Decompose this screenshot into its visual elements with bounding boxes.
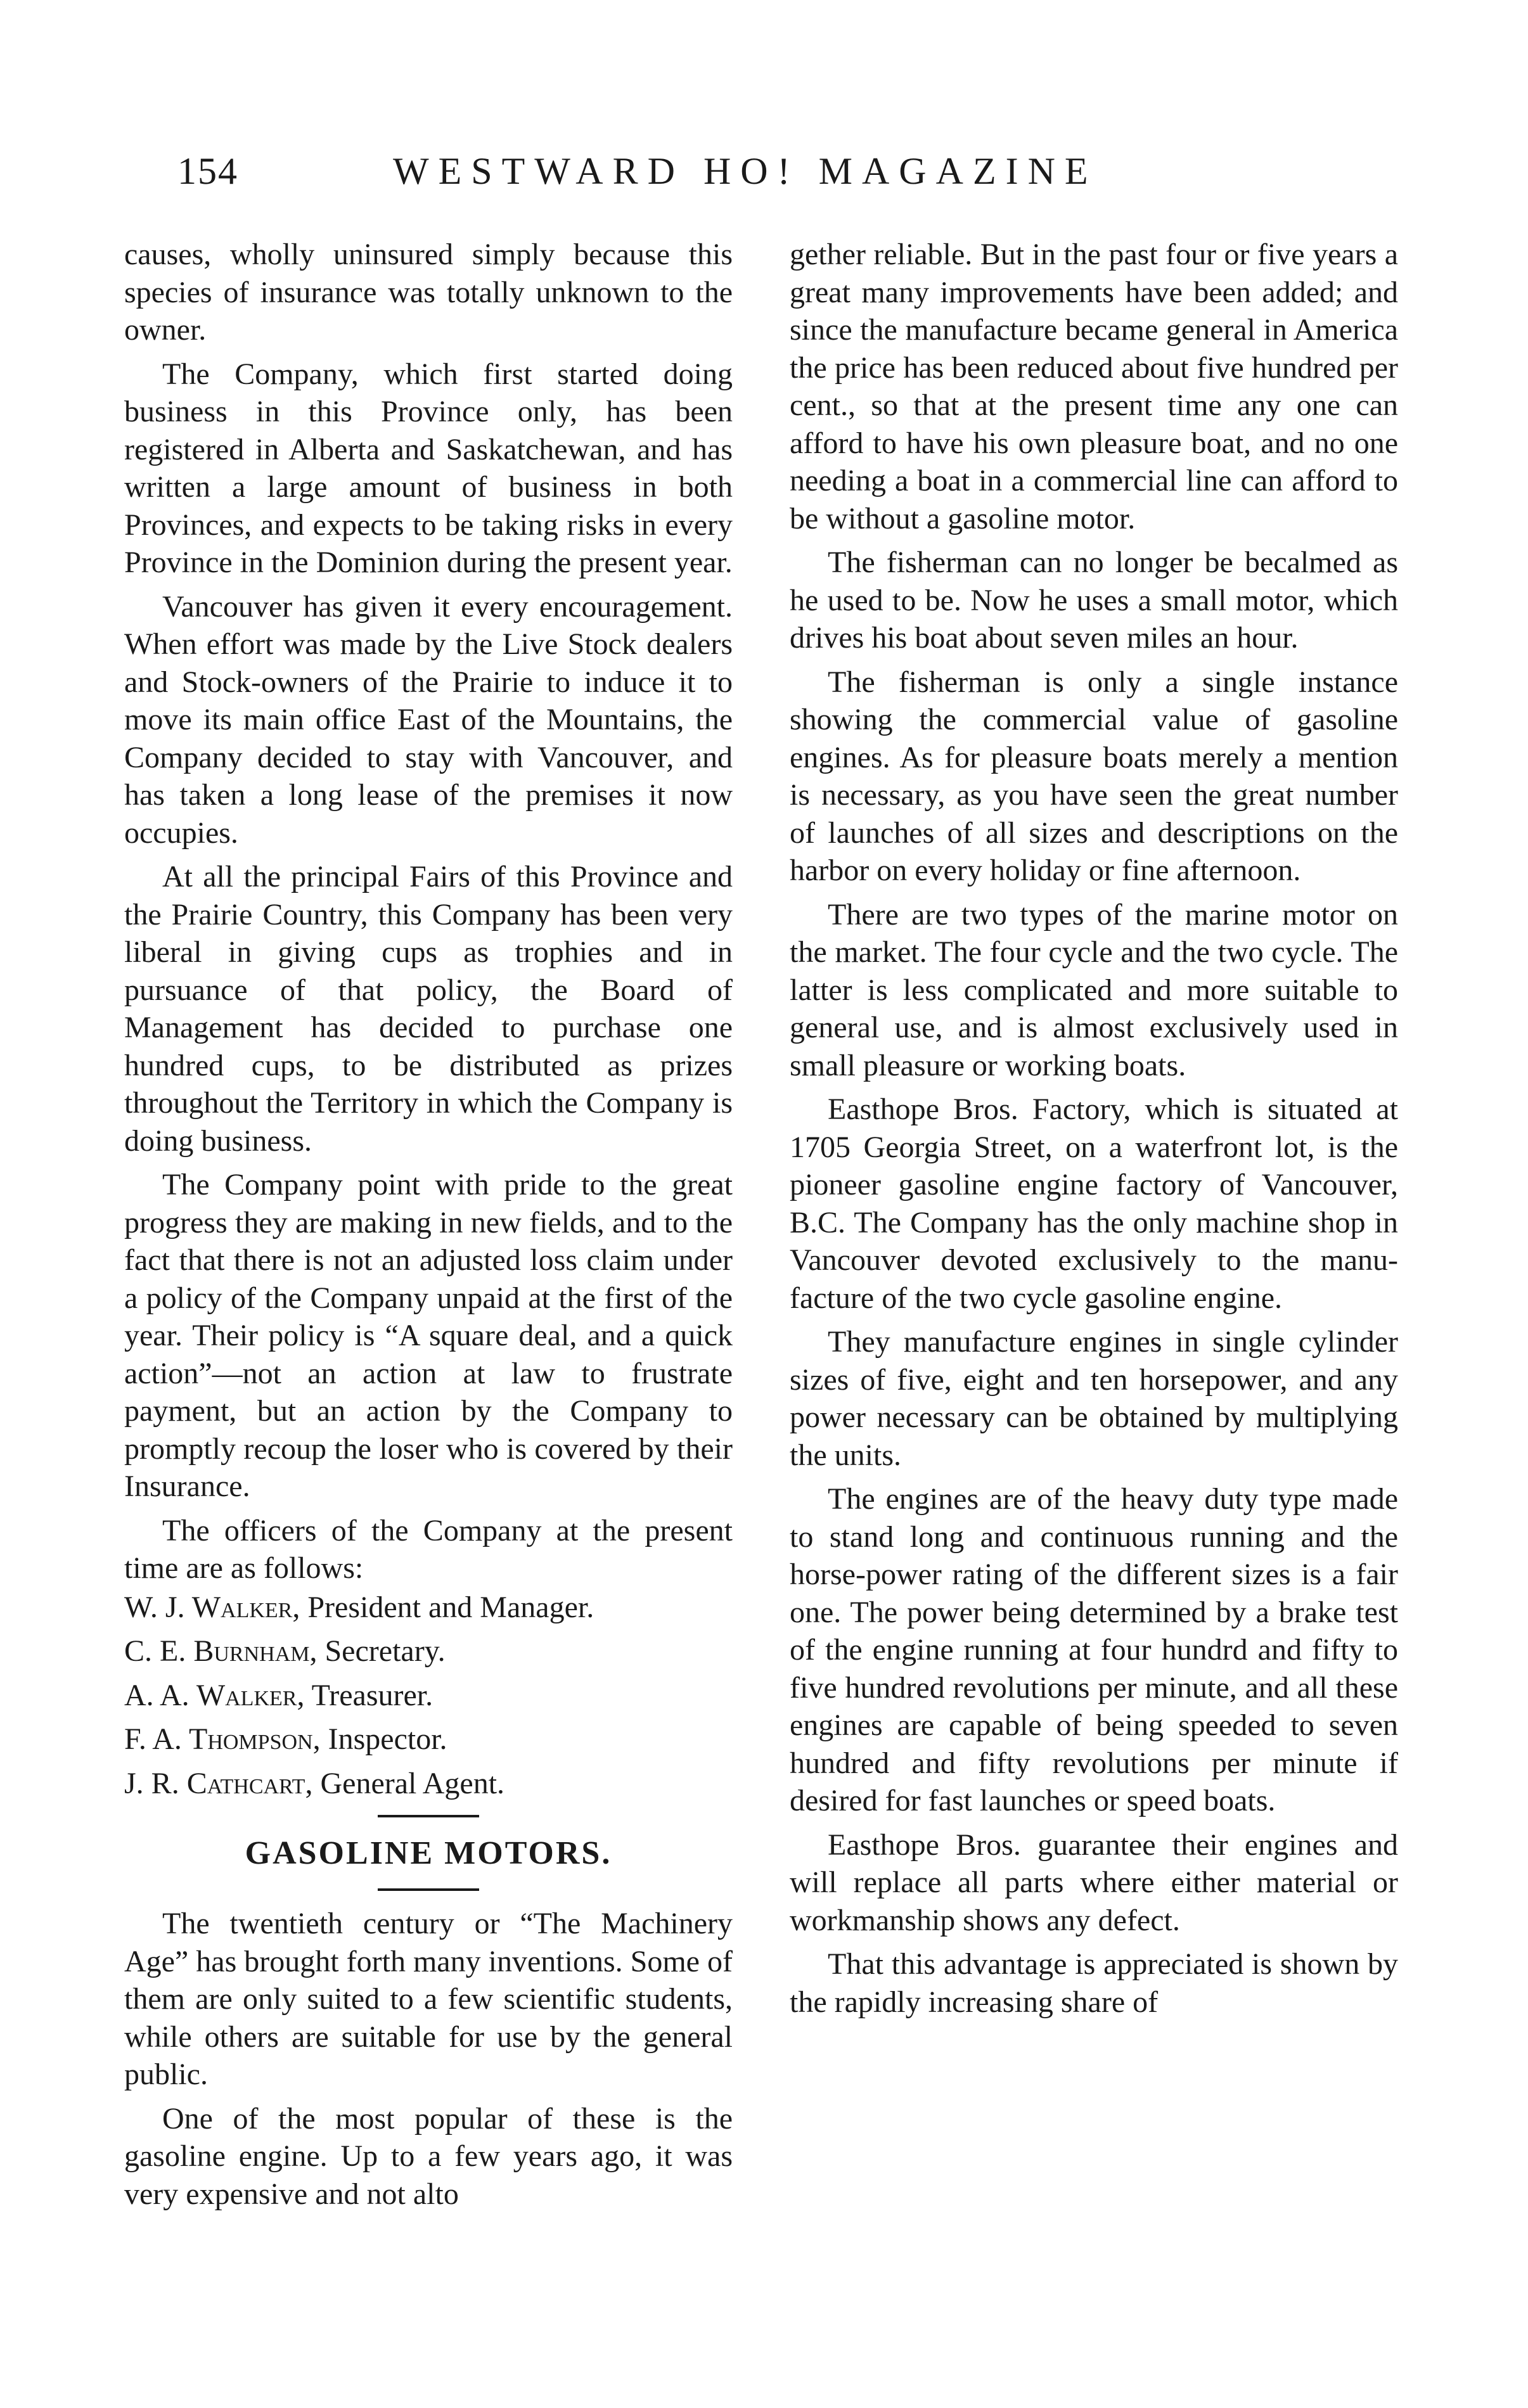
section-divider-bottom bbox=[378, 1888, 479, 1891]
officer-name: J. R. Cathcart, bbox=[124, 1766, 313, 1800]
officer-entry bbox=[124, 1720, 733, 1758]
paragraph: causes, wholly uninsured simply because this species of insurance was totally unknown to the owner. bbox=[124, 238, 733, 347]
paragraph: gether reliable. But in the past four or five years a great many improvements have been added; and since the manufacture became general in America the price has been reduced about five hundred per cent., so that at the present time any one can afford to have his own pleasure boat, and no one needing a boat in a commercial line can afford to be without a gasoline motor. bbox=[790, 238, 1398, 535]
page-number: 154 bbox=[177, 150, 238, 192]
officer-entry bbox=[124, 1632, 733, 1670]
officer-role: Inspector. bbox=[320, 1722, 447, 1756]
paragraph: The officers of the Company at the present time are as follows: bbox=[124, 1513, 733, 1585]
officer-name: F. A. Thompson, bbox=[124, 1722, 321, 1756]
running-title: WESTWARD HO! MAGAZINE bbox=[393, 150, 1098, 192]
paragraph: The twentieth century or “The Machinery Age” has brought forth many inventions. Some of them are only suited to a few scientific students, while others are suitable for use by the general public. bbox=[124, 1907, 733, 2091]
paragraph: One of the most popular of these is the gasoline engine. Up to a few years ago, it was very expensive and not alto bbox=[124, 2101, 733, 2211]
paragraph: Easthope Bros. guarantee their engines and will replace all parts where either material or workmanship shows any defect. bbox=[790, 1828, 1398, 1937]
left-column bbox=[124, 236, 733, 2219]
officer-name: C. E. Burnham, bbox=[124, 1634, 318, 1668]
page-header bbox=[0, 150, 1528, 200]
paragraph: The fisherman is only a single instance showing the commercial value of gasoline engines. As for pleasure boats merely a mention is necessary, as you have seen the great number of launches of all sizes and descriptions on the harbor on every holiday or fine afternoon. bbox=[790, 665, 1398, 887]
right-column bbox=[790, 236, 1398, 2027]
paragraph: Vancouver has given it every encouragement. When effort was made by the Live Stock dealers and Stock-owners of the Prairie to induce it to move its main office East of the Mountains, the Company decided to stay with Vancouver, and has taken a long lease of the premises it now occupies. bbox=[124, 589, 733, 850]
officer-role: Treasurer. bbox=[304, 1678, 433, 1712]
officer-role: Secretary. bbox=[317, 1634, 446, 1668]
officer-role: President and Manager. bbox=[300, 1590, 594, 1624]
paragraph: There are two types of the marine motor on the market. The four cycle and the two cycle. The latter is less complicated and more suitable to general use, and is almost exclusively used in small pleasure or working boats. bbox=[790, 897, 1398, 1082]
paragraph: The Company point with pride to the great progress they are making in new fields, and to the fact that there is not an adjusted loss claim under a policy of the Company unpaid at the first of the year. Their policy is “A square deal, and a quick action”—not an action at law to frustrate payment, but an action by the Company to promptly recoup the loser who is covered by their Insurance. bbox=[124, 1168, 733, 1503]
officer-entry bbox=[124, 1765, 733, 1803]
officers-list bbox=[124, 1589, 733, 1803]
paragraph: Easthope Bros. Factory, which is situated at 1705 Georgia Street, on a waterfront lot, is the pioneer gasoline engine factory of Vancouver, B.C. The Company has the only machine shop in Vancouver devoted exclusively to the manufacture of the two cycle gasoline engine. bbox=[790, 1092, 1398, 1315]
section-title: GASOLINE MOTORS. bbox=[245, 1835, 612, 1871]
paragraph: The fisherman can no longer be becalmed as he used to be. Now he uses a small motor, which drives his boat about seven miles an hour. bbox=[790, 546, 1398, 655]
officer-entry bbox=[124, 1589, 733, 1627]
paragraph: They manufacture engines in single cylinder sizes of five, eight and ten horsepower, and any power necessary can be obtained by multiplying the units. bbox=[790, 1325, 1398, 1472]
section-divider-top bbox=[378, 1815, 479, 1817]
paragraph: At all the principal Fairs of this Province and the Prairie Country, this Company has been very liberal in giving cups as trophies and in pursuance of that policy, the Board of Management has decided to purchase one hundred cups, to be distributed as prizes throughout the Territory in which the Company is doing business. bbox=[124, 860, 733, 1158]
officer-entry bbox=[124, 1677, 733, 1715]
officer-role: General Agent. bbox=[312, 1766, 505, 1800]
officer-name: A. A. Walker, bbox=[124, 1678, 305, 1712]
officer-name: W. J. Walker, bbox=[124, 1590, 300, 1624]
paragraph: The Company, which first started doing business in this Province only, has been registered in Alberta and Saskatchewan, and has written a large amount of business in both Provinces, and expects to be taking risks in every Province in the Dominion during the present year. bbox=[124, 357, 733, 579]
paragraph: That this advantage is appreciated is shown by the rapidly increasing share of bbox=[790, 1947, 1398, 2019]
paragraph: The engines are of the heavy duty type made to stand long and continuous running and the horse-power rating of the different sizes is a fair one. The power being determined by a brake test of the engine running at four hundrd and fifty to five hundred revolutions per minute, and all these engines are capable of being speeded to seven hundred and fifty revolutions per minute if desired for fast launches or speed boats. bbox=[790, 1482, 1398, 1817]
